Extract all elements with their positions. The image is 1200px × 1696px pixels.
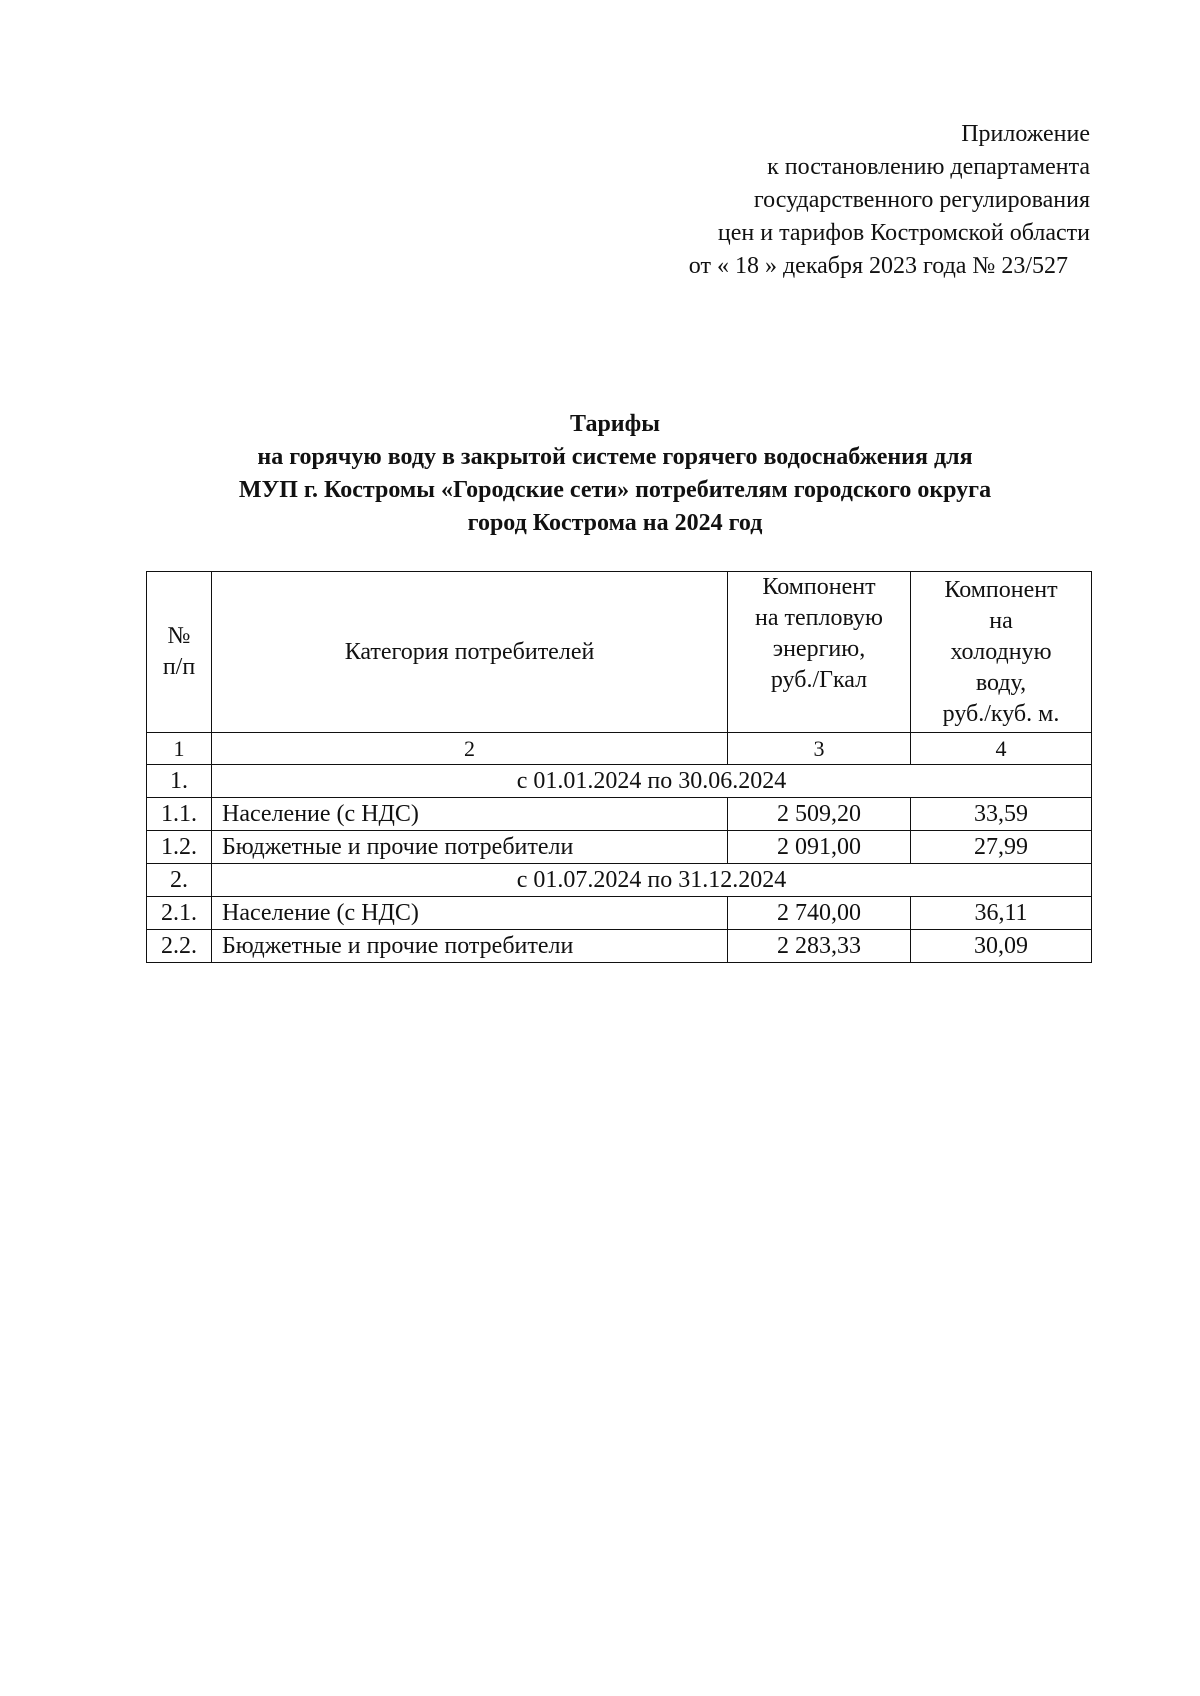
header-cold-line: воду, [975,669,1027,696]
row-cold-value: 36,11 [911,897,1092,930]
column-number: 2 [212,733,728,765]
column-number: 4 [911,733,1092,765]
appendix-line: Приложение [961,121,1090,147]
header-cold-line: на [989,607,1013,634]
row-heat-value: 2 509,20 [728,798,911,831]
period-number: 2. [147,864,212,897]
row-cold-value: 30,09 [911,930,1092,963]
appendix-line: государственного регулирования [753,187,1090,213]
header-cold-component [911,572,1092,733]
period-number: 1. [147,765,212,798]
header-heat-line: Компонент [762,574,876,600]
period-label: с 01.07.2024 по 31.12.2024 [212,864,1092,897]
row-category: Бюджетные и прочие потребители [212,831,728,864]
header-heat-line: руб./Гкал [770,667,868,693]
table-row [147,798,1092,831]
header-heat-line: на тепловую [755,605,883,631]
header-number-line: п/п [162,654,196,680]
table-row [147,897,1092,930]
row-number: 2.1. [147,897,212,930]
row-heat-value: 2 091,00 [728,831,911,864]
header-number-line: № [167,623,191,649]
row-category: Бюджетные и прочие потребители [212,930,728,963]
table-row [147,831,1092,864]
header-cold-line: Компонент [944,576,1058,603]
row-heat-value: 2 283,33 [728,930,911,963]
row-category: Население (с НДС) [212,798,728,831]
appendix-line: от « 18 » декабря 2023 года № 23/527 [688,253,1068,279]
row-heat-value: 2 740,00 [728,897,911,930]
appendix-line: к постановлению департамента [767,154,1090,180]
row-number: 1.1. [147,798,212,831]
tariff-table [146,571,1092,963]
table-row [147,930,1092,963]
header-heat-component [728,572,911,733]
column-number: 1 [147,733,212,765]
row-cold-value: 33,59 [911,798,1092,831]
title-line: МУП г. Костромы «Городские сети» потребителям городского округа [238,477,992,503]
appendix-block [689,118,1090,283]
column-number-row [147,733,1092,765]
appendix-line: цен и тарифов Костромской области [717,220,1090,246]
document-title [140,408,1090,540]
period-row [147,765,1092,798]
column-number: 3 [728,733,911,765]
period-label: с 01.01.2024 по 30.06.2024 [212,765,1092,798]
header-cold-line: холодную [950,638,1052,665]
period-row [147,864,1092,897]
title-line: на горячую воду в закрытой системе горячего водоснабжения для [257,444,973,470]
header-cold-line: руб./куб. м. [942,700,1060,727]
title-line: Тарифы [570,411,660,437]
header-number [147,572,212,733]
table-header-row [147,572,1092,733]
header-heat-line: энергию, [772,636,866,662]
row-number: 2.2. [147,930,212,963]
title-line: город Кострома на 2024 год [467,510,763,536]
row-category: Население (с НДС) [212,897,728,930]
row-cold-value: 27,99 [911,831,1092,864]
header-category: Категория потребителей [212,572,728,733]
row-number: 1.2. [147,831,212,864]
